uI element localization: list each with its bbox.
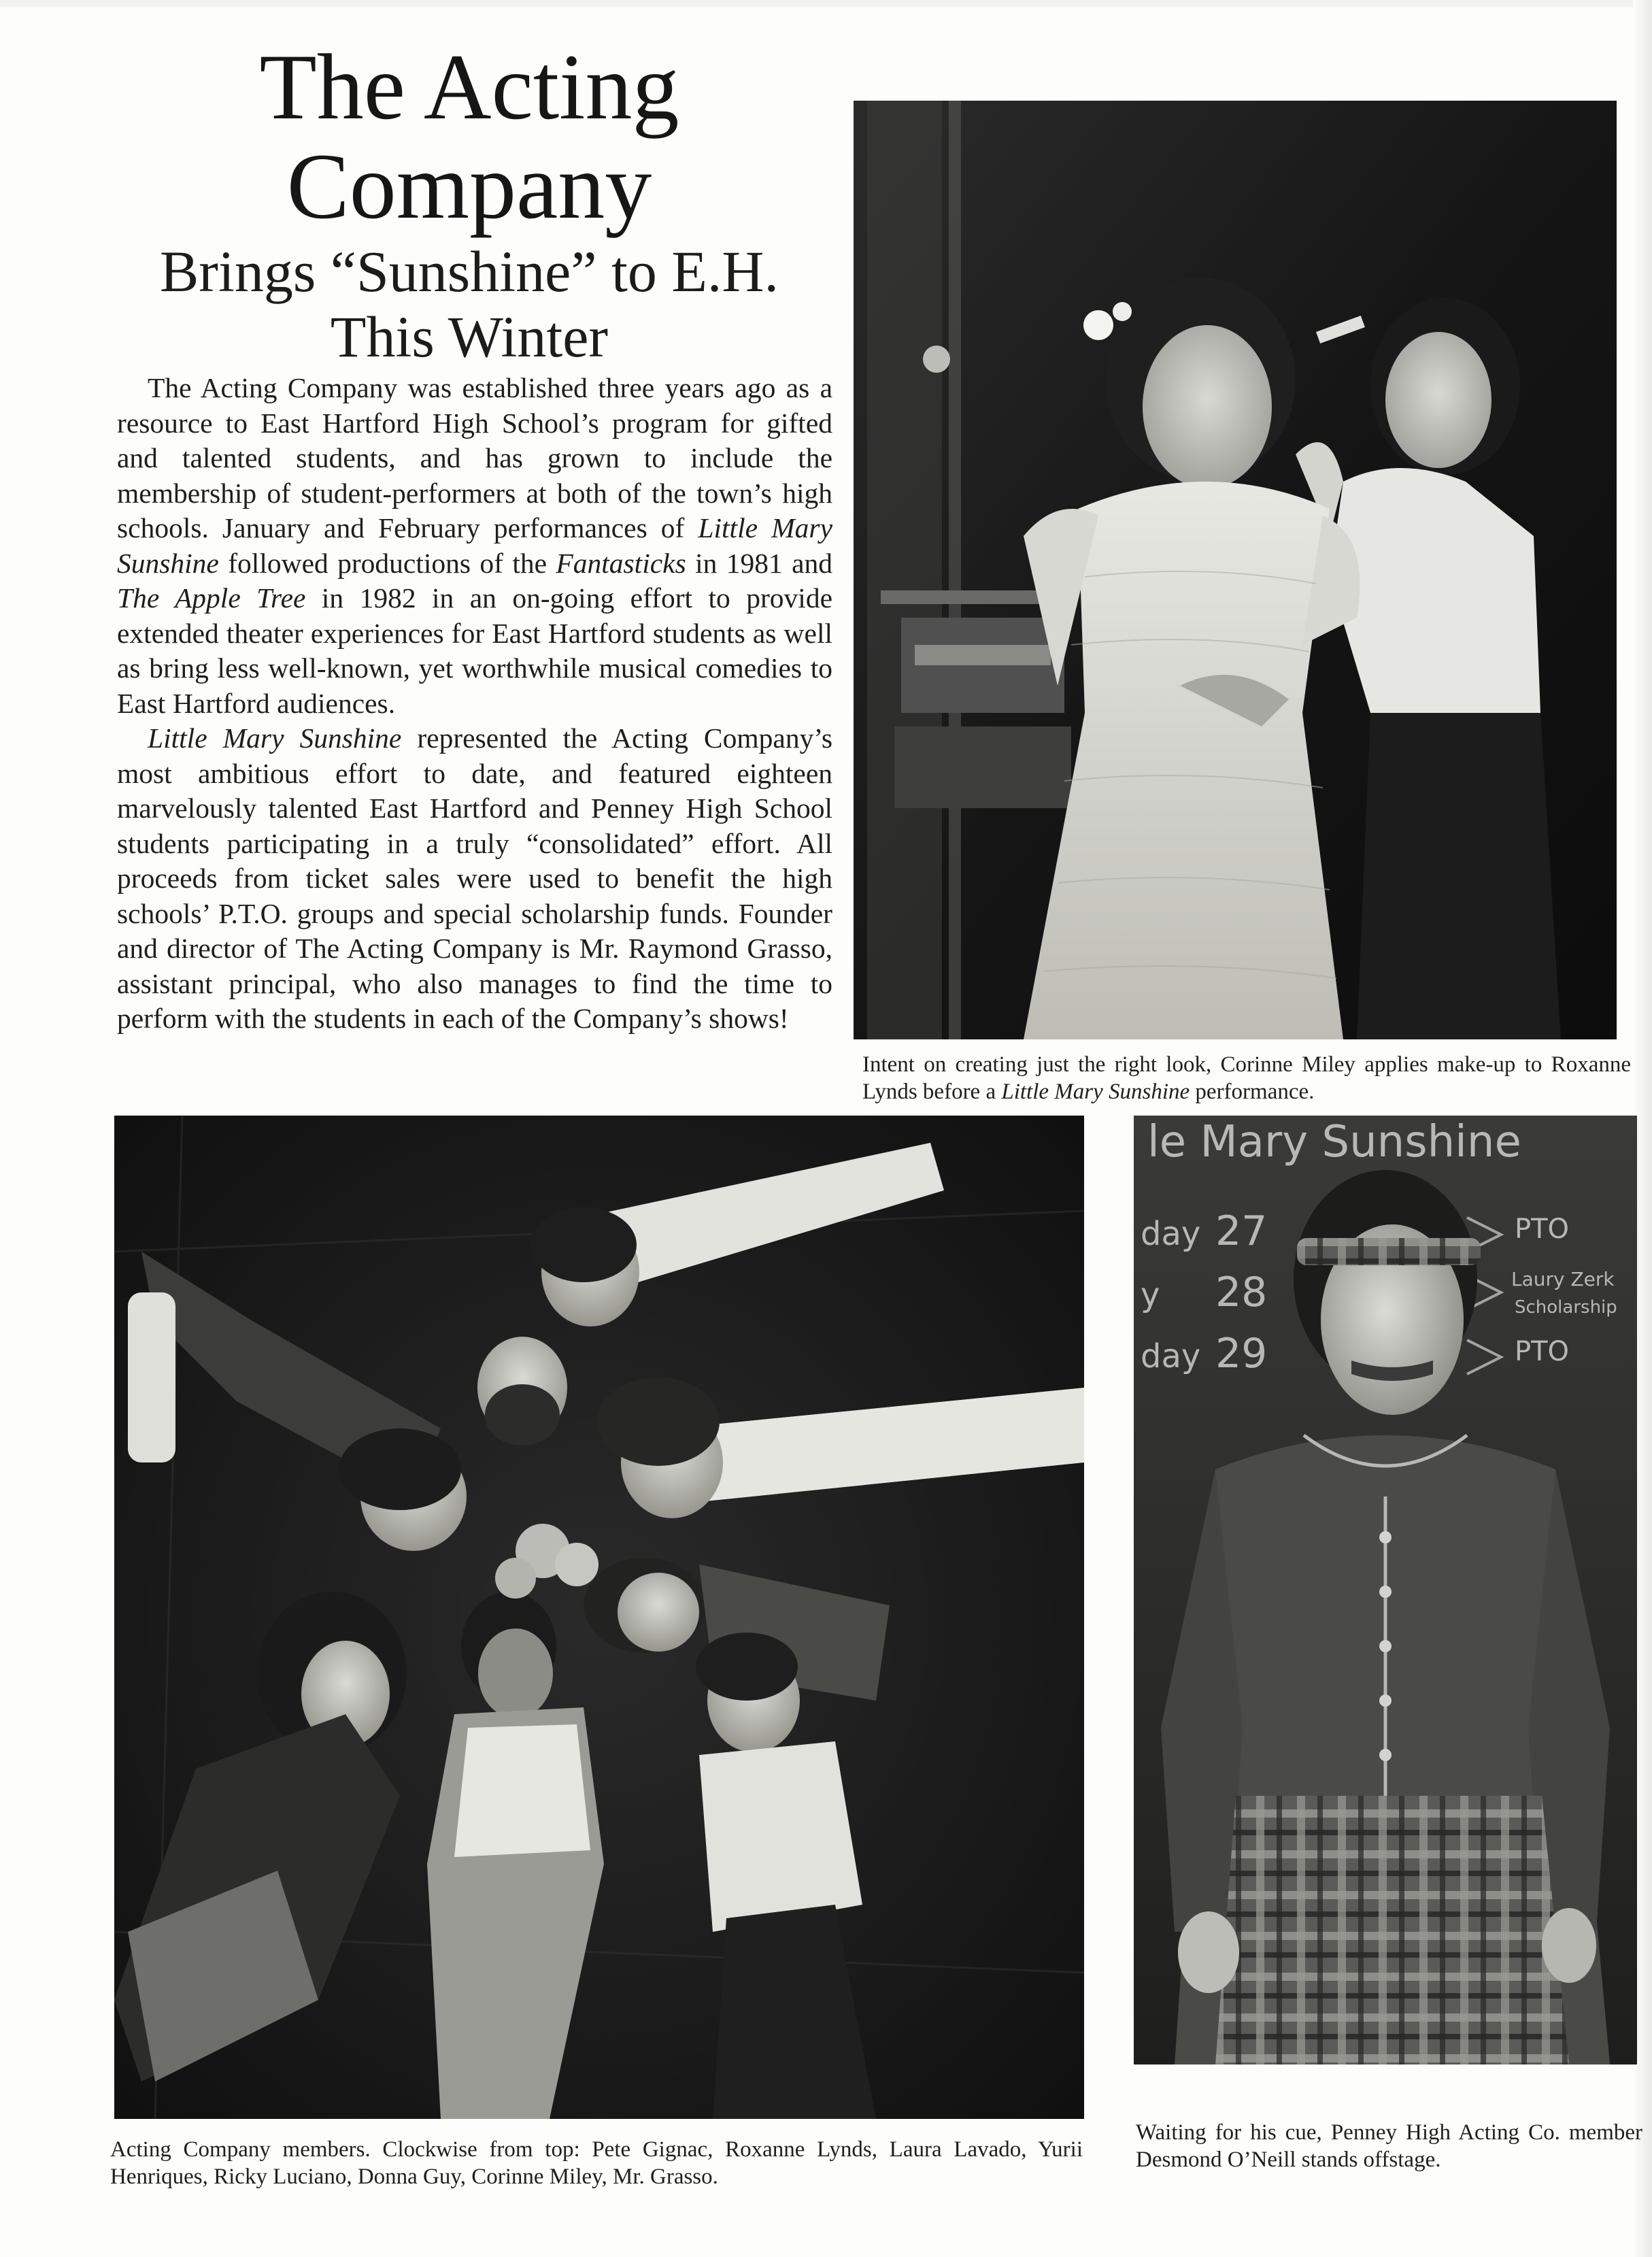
p2-text-a: represented the Acting Company’s most ambitious effort to date, and featured eighteen marvelously talented East Hartford and Penney High School students participating in a truly “consolidated” effort. All proceeds from ticket sales were used to benefit the high schools’ P.T.O. groups and special scholarship funds. Founder and director of The Acting Company is Mr. Raymond Grasso, assistant principal, who also manages to find the time to perform with the students in each of the Company’s shows!	[117, 722, 832, 1034]
headline	[102, 37, 837, 369]
title-line-1: The Acting	[259, 35, 679, 139]
chalk-row1-day: day	[1141, 1215, 1201, 1253]
chalk-row2-note-a: Laury Zerk	[1511, 1268, 1615, 1290]
article-paragraph-1	[117, 371, 832, 721]
photo-group-image	[114, 1116, 1084, 2119]
chalk-row3-note: PTO	[1515, 1336, 1570, 1367]
caption-group: Acting Company members. Clockwise from top: Pete Gignac, Roxanne Lynds, Laura Lavado, Yurii Henriques, Ricky Luciano, Donna Guy, Corinne Miley, Mr. Grasso.	[110, 2137, 1083, 2189]
caption-makeup	[862, 1051, 1631, 1105]
p1-title-little-mary-sunshine: Little Mary Sunshine	[117, 512, 832, 579]
photo-makeup-image	[854, 101, 1617, 1039]
chalk-row2-note-b: Scholarship	[1515, 1297, 1617, 1318]
p1-text-a: The Acting Company was established three years ago as a resource to East Hartford High School’s program for gifted and talented students, and has grown to include the membership of student-performers at both of the town’s high schools. January and February performances of	[117, 372, 832, 544]
title-line-2: Company	[286, 134, 652, 238]
chalk-row1-note: PTO	[1515, 1214, 1570, 1245]
chalk-row2-date: 28	[1215, 1269, 1268, 1316]
caption-makeup-text-a: Intent on creating just the right look, Corinne Miley applies make-up to Roxanne Lynds before a	[862, 1052, 1631, 1104]
caption-makeup-title: Little Mary Sunshine	[1001, 1080, 1190, 1104]
subtitle-line-1: Brings “Sunshine” to E.H.	[159, 239, 779, 304]
p1-title-fantasticks: Fantasticks	[556, 547, 686, 579]
p1-title-apple-tree: The Apple Tree	[117, 582, 306, 614]
caption-offstage: Waiting for his cue, Penney High Acting Co. member Desmond O’Neill stands offstage.	[1136, 2120, 1642, 2172]
p1-text-c: in 1981 and	[686, 547, 833, 579]
subtitle-line-2: This Winter	[330, 304, 609, 369]
p1-text-d: in 1982 in an on-going effort to provide extended theater experiences for East Hartford students as well as bring less well-known, yet worthwhile musical comedies to East Hartford audiences.	[117, 582, 832, 719]
page-subtitle	[102, 239, 837, 369]
chalk-banner: le Mary Sunshine	[1147, 1117, 1521, 1167]
chalk-row1-date: 27	[1215, 1207, 1268, 1255]
chalk-row2-day: y	[1141, 1276, 1160, 1314]
page-title	[102, 37, 837, 236]
chalk-row3-day: day	[1141, 1337, 1201, 1375]
photo-offstage-actor	[1134, 1116, 1637, 2064]
photo-makeup-backstage	[854, 101, 1617, 1039]
p2-title-little-mary-sunshine: Little Mary Sunshine	[148, 722, 402, 754]
photo-group-on-floor	[114, 1116, 1084, 2119]
page-top-edge	[0, 0, 1652, 7]
article-body	[117, 371, 832, 1037]
chalk-row3-date: 29	[1215, 1330, 1268, 1377]
p1-text-b: followed productions of the	[218, 547, 556, 579]
article-paragraph-2	[117, 721, 832, 1037]
photo-offstage-image	[1134, 1116, 1637, 2064]
caption-makeup-text-b: performance.	[1190, 1080, 1315, 1104]
